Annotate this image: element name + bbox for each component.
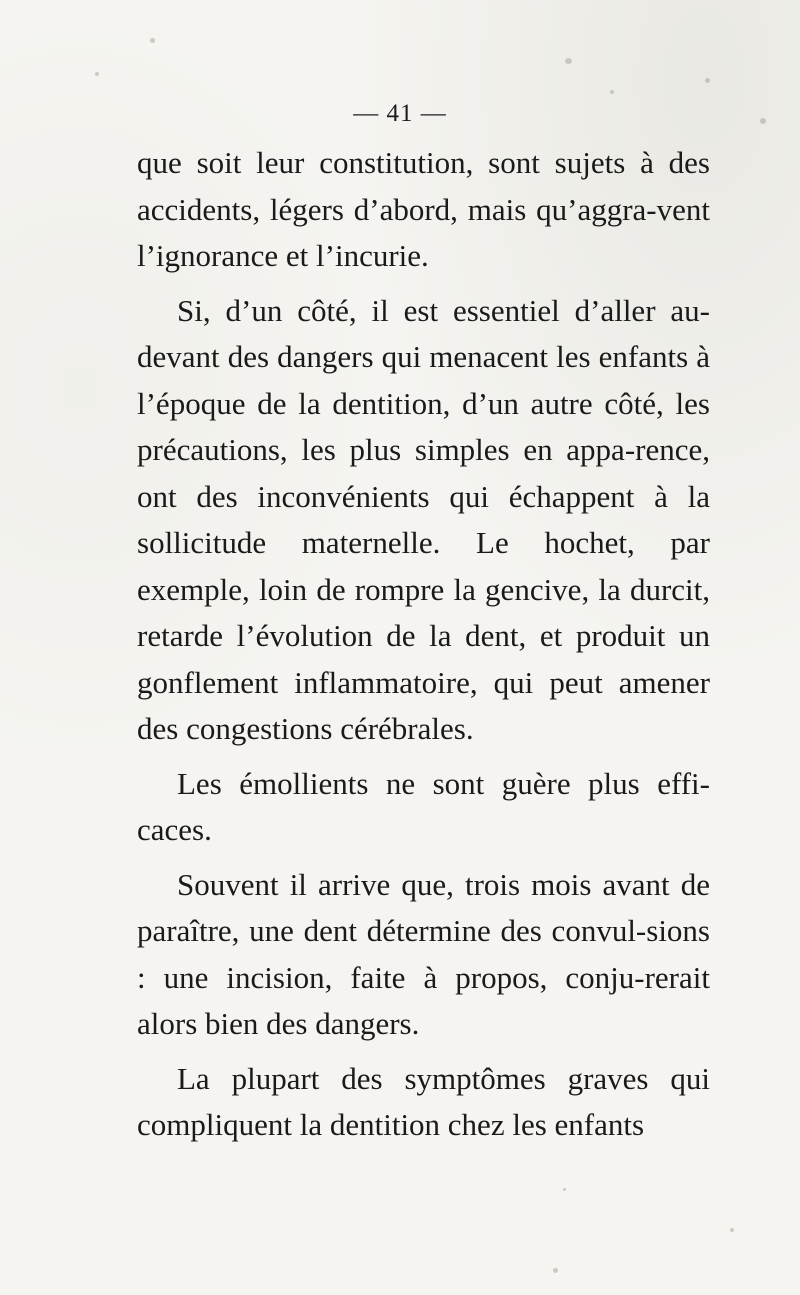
paper-speck [150, 38, 155, 43]
paragraph: Les émollients ne sont guère plus effi-caces. [137, 765, 710, 847]
paragraph: Souvent il arrive que, trois mois avant de paraître, une dent détermine des convul-sions : une incision, faite à propos, conju-rerait alors bien des dangers. [137, 866, 710, 1041]
paper-speck [610, 90, 614, 94]
paper-speck [563, 1188, 566, 1191]
paper-speck [730, 1228, 734, 1232]
body-text [137, 140, 710, 1157]
paper-speck [565, 58, 572, 64]
paragraph: La plupart des symptômes graves qui compliquent la dentition chez les enfants [137, 1060, 710, 1142]
paragraph: Si, d’un côté, il est essentiel d’aller au-devant des dangers qui menacent les enfants à l’époque de la dentition, d’un autre côté, les précautions, les plus simples en appa-rence, ont des inconvénients qui échappent à la sollicitude maternelle. Le hochet, par exemple, loin de rompre la gencive, la durcit, retarde l’évolution de la dent, et produit un gonflement inflammatoire, qui peut amener des congestions cérébrales. [137, 292, 710, 746]
paragraph: que soit leur constitution, sont sujets à des accidents, légers d’abord, mais qu’aggra-vent l’ignorance et l’incurie. [137, 145, 710, 273]
paper-speck [705, 78, 710, 83]
page-number: — 41 — [353, 100, 447, 127]
paper-speck [553, 1268, 558, 1273]
paper-speck [95, 72, 99, 76]
